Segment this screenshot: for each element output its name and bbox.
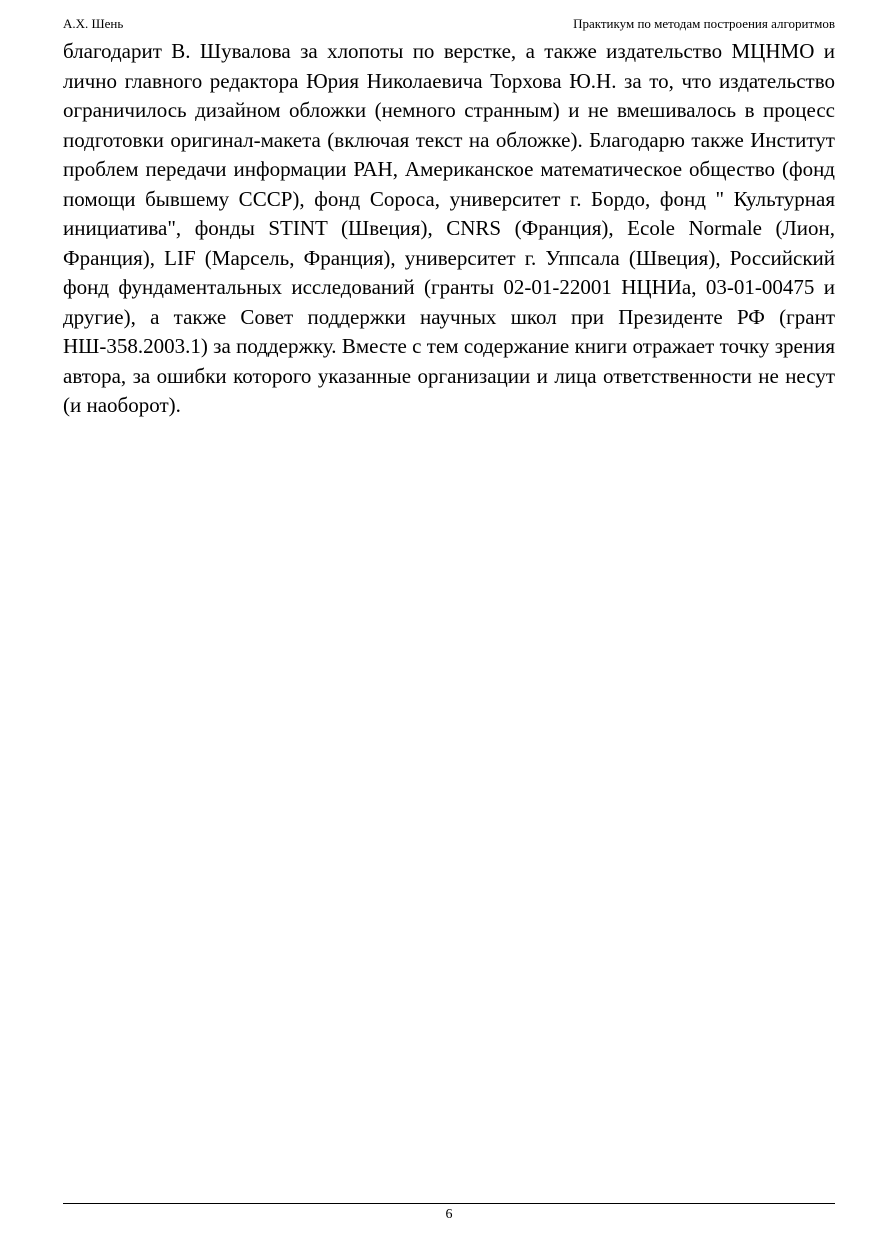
body-paragraph: благодарит В. Шувалова за хлопоты по верстке, а также издательство МЦНМО и лично главного редактора Юрия Николаевича Торхова Ю.Н. за то, что издательство ограничилось дизайном обложки (немного странным) и не вмешивалось в процесс подготовки оригинал-макета (включая текст на обложке). Благодарю также Институт проблем передачи информации РАН, Американское математическое общество (фонд помощи бывшему СССР), фонд Сороса, университет г. Бордо, фонд " Культурная инициатива", фонды STINT (Швеция), CNRS (Франция), Ecole Normale (Лион, Франция), LIF (Марсель, Франция), университет г. Уппсала (Швеция), Российский фонд фундаментальных исследований (гранты 02-01-22001 НЦНИа, 03-01-00475 и другие), а также Совет поддержки научных школ при Президенте РФ (грант НШ-358.2003.1) за поддержку. Вместе с тем содержание книги отражает точку зрения автора, за ошибки которого указанные организации и лица ответственности не несут (и наоборот). xyxy=(63,39,835,417)
running-header xyxy=(63,14,835,34)
header-book-title: Практикум по методам построения алгоритмов xyxy=(573,16,835,31)
footer-divider xyxy=(63,1203,835,1204)
page-number: 6 xyxy=(445,1207,453,1222)
header-author: А.Х. Шень xyxy=(63,16,124,31)
